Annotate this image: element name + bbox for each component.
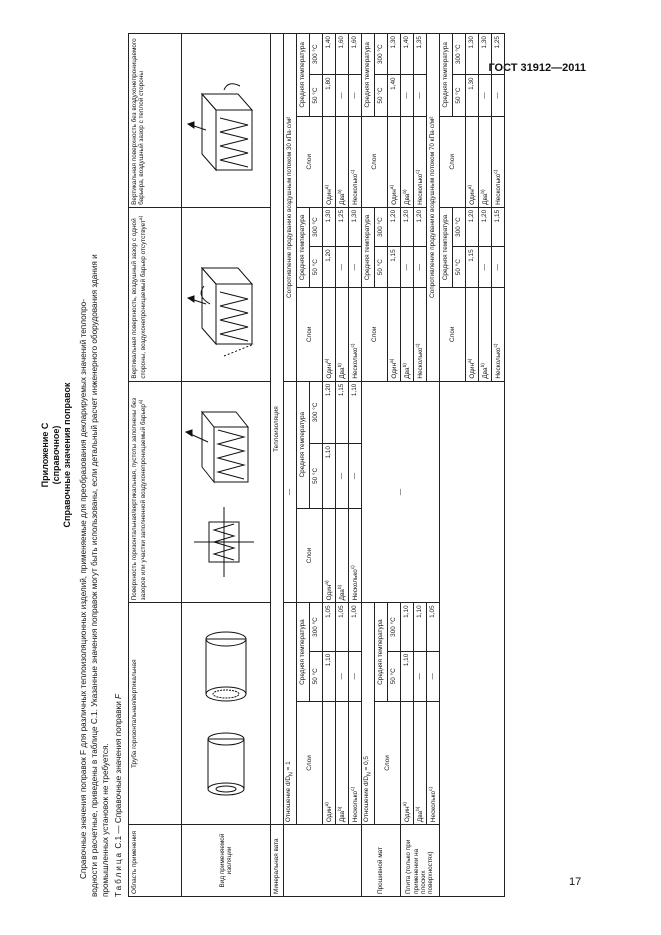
air-flow-30-label: Сопротивление продуванию воздушным потоком 30 кПа·с/м² [284, 34, 297, 382]
table-row [271, 34, 284, 897]
table-row: 50 °C 300 °C 50 °C 300 °C [453, 34, 466, 897]
insulation-type-label: Вид применяемой изоляции [182, 825, 271, 897]
surface2-header: Вертикальная поверхность, воздушный зазор с одной стороны, воздухонепроницаемый барьер отсутствует$^{a)}$ [129, 207, 182, 381]
vertical-surface-no-barrier-icon [184, 50, 268, 190]
table-row: Два$^{b)}$ — 1,20 Два$^{b)}$ — 1,30 [479, 34, 492, 897]
table-row: Несколько$^{c)}$ — 1,00 Несколько$^{c)}$ — 1,10 Несколько$^{c)}$ — 1,30 Несколько$^{c)}$ — 1,60 [349, 34, 362, 897]
table-row: Один$^{a)}$ 1,15 1,20 Один$^{a)}$ 1,30 1,30 [466, 34, 479, 897]
table-row: Несколько$^{c)}$ — 1,15 Несколько$^{c)}$ — 1,25 [492, 34, 505, 897]
ratio05-label: Отношение $d/D_N = 0,5$ [362, 603, 375, 825]
table-row: Плита (только при применении на плоских поверхностях) Один$^{a)}$ 1,10 1,10 Два$^{b)}$ — 1,20 Два$^{b)}$ — 1,40 [401, 34, 414, 897]
intro-line: водности в расчетные, приведены в таблице С.1. Указанные значения поправок могут быть использованы, если детальный расчет инженерного оборудования здания и [90, 254, 99, 897]
table-row: 50 °C 300 °C Один$^{a)}$ 1,15 1,20 Один$^{a)}$ 1,40 1,30 [388, 34, 401, 897]
intro-line: Справочные значения поправок F для различных теплоизоляционных изделий, применяемые для преобразования декларируемых значений теплопро- [79, 299, 88, 879]
vertical-surface-airgap-icon [184, 224, 268, 364]
table-row: Слои Средняя температура Слои Средняя температура Слои Средняя температура Слои Средняя температура [297, 34, 310, 897]
pipe-insulation-icon [186, 624, 266, 804]
horizontal-surface-insulation-icon [184, 402, 268, 582]
area-label: Область применения [129, 825, 182, 897]
table-caption: Таблица С.1 — Справочные значения поправки F [114, 693, 123, 897]
table-row [182, 34, 271, 897]
standard-number: ГОСТ 31912—2011 [488, 62, 586, 74]
appendix-title: Приложение С [40, 422, 50, 488]
surface1-figure [182, 381, 271, 603]
appendix-name: Справочные значения поправок [62, 382, 72, 528]
thermal-insulation-label: Теплоизоляция [271, 34, 284, 825]
table-row: Отношение $d/D_N = 1$ — Сопротивление продуванию воздушным потоком 30 кПа·с/м² [284, 34, 297, 897]
slab-label: Плита (только при применении на плоских поверхностях) [401, 825, 440, 897]
page-number: 17 [569, 876, 582, 888]
table-row: Два$^{b)}$ — 1,05 Два$^{b)}$ — 1,15 Два$^{b)}$ — 1,25 Два$^{b)}$ — 1,60 [336, 34, 349, 897]
stitched-mat-label: Прошивной мат [362, 825, 401, 897]
pipe-figure [182, 603, 271, 825]
intro-line: промышленных установок не требуется. [101, 743, 110, 897]
table-row: Слои Средняя температура 50 °C 300 °C 50 °C 300 °C [375, 34, 388, 897]
table-row: Несколько$^{c)}$ — 1,05 Сопротивление продуванию воздушным потоком 70 кПа·с/м² [427, 34, 440, 897]
table-row: Два$^{b)}$ — 1,10 Несколько$^{c)}$ — 1,20 Несколько$^{c)}$ — 1,35 [414, 34, 427, 897]
pipe-header: Труба горизонтальная/вертикальная [129, 603, 182, 825]
intro-paragraph [78, 37, 111, 897]
corrections-table [128, 33, 505, 897]
air-flow-70-label: Сопротивление продуванию воздушным потоком 70 кПа·с/м² [427, 34, 440, 382]
surface1-header: Поверхность горизонтальная/вертикальная, пустоты заполнены без зазоров или участки заполненной воздухонепроницаемый барьер$^{a)}$ [129, 381, 182, 603]
table-row: Прошивной мат Отношение $d/D_N = 0,5$ — Слои Средняя температура Слои Средняя температура [362, 34, 375, 897]
table-row [129, 34, 182, 897]
appendix-heading [40, 235, 73, 675]
surface3-figure [182, 34, 271, 208]
surface3-header: Вертикальная поверхность без воздухонепроницаемого барьера, воздушный зазор с теплой стороны [129, 34, 182, 208]
table-row: 50 °C 300 °C 50 °C 300 °C 50 °C 300 °C 50 °C 300 °C [310, 34, 323, 897]
mineral-wool-label: Минеральная вата [271, 825, 284, 897]
surface2-figure [182, 207, 271, 381]
table-row: Слои Средняя температура Слои Средняя температура [440, 34, 453, 897]
rotated-page-content [40, 25, 600, 905]
appendix-status: (справочное) [51, 425, 61, 485]
ratio1-label: Отношение $d/D_N = 1$ [284, 603, 297, 825]
table-row: Один$^{a)}$ 1,10 1,05 Один$^{a)}$ 1,10 1,20 Один$^{a)}$ 1,20 1,30 Один$^{a)}$ 1,80 1,40 [323, 34, 336, 897]
